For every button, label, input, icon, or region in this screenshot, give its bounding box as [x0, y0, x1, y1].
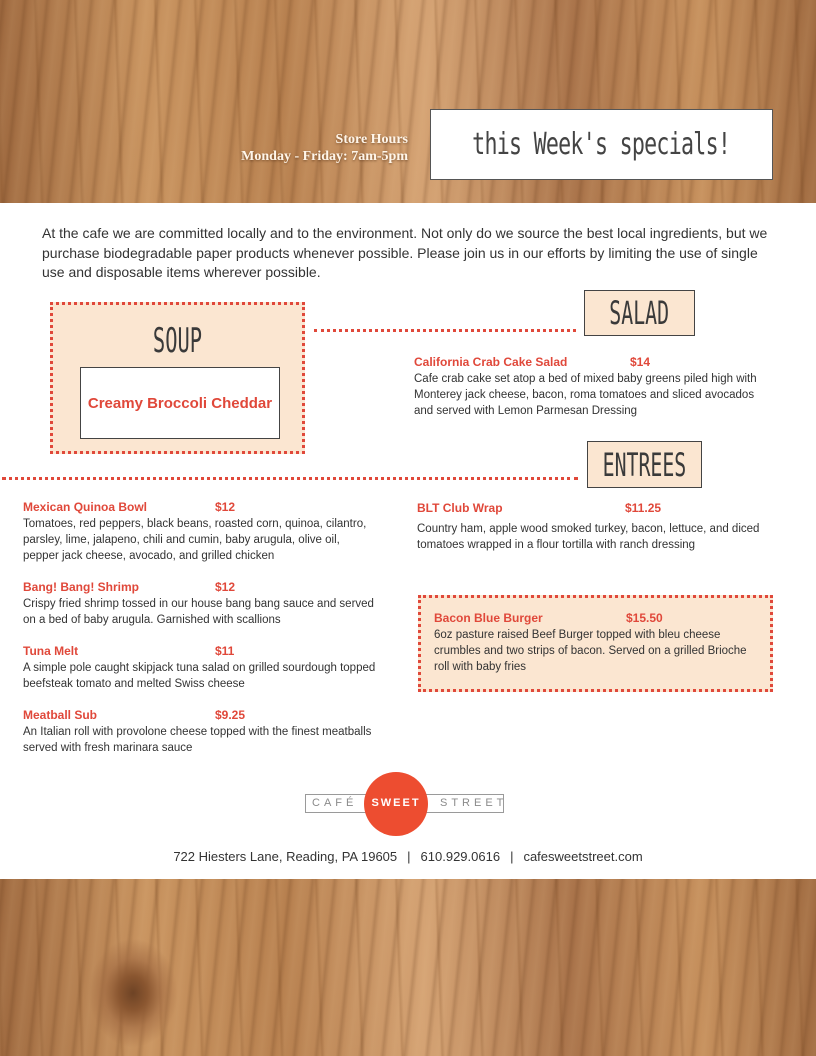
footer-contact — [0, 849, 816, 864]
item-name: California Crab Cake Salad — [414, 355, 568, 369]
intro-paragraph: At the cafe we are committed locally and to the environment. Not only do we source the best local ingredients, but we purchase biodegradable paper products whenever possible. Please join us in our efforts by limiting the use of single use and disposable items wherever possible. — [42, 225, 768, 280]
item-description: An Italian roll with provolone cheese topped with the finest meatballs served with fresh marinara sauce — [23, 726, 372, 754]
entree-item — [434, 611, 754, 675]
entrees-divider — [2, 477, 578, 480]
entree-item — [23, 644, 391, 692]
item-name: Bacon Blue Burger — [434, 611, 543, 625]
item-price: $9.25 — [215, 708, 246, 722]
store-hours-label: Store Hours — [335, 132, 408, 147]
item-price: $11 — [215, 644, 235, 658]
logo-sweet-text: SWEET — [371, 797, 421, 809]
entree-item — [23, 580, 385, 628]
item-name: Mexican Quinoa Bowl — [23, 500, 148, 514]
salad-title: SALAD — [609, 294, 670, 332]
specials-title-box — [430, 109, 773, 180]
item-name: Bang! Bang! Shrimp — [23, 580, 139, 594]
logo-street-text: STREET — [440, 797, 508, 809]
logo-cafe-text: CAFÉ — [312, 797, 358, 809]
item-price: $11.25 — [625, 501, 662, 515]
salad-item — [414, 355, 759, 419]
wood-knot-decoration — [88, 938, 178, 1048]
soup-item-box — [80, 367, 280, 439]
item-name: BLT Club Wrap — [417, 501, 503, 515]
entree-item — [417, 501, 762, 553]
salad-title-box — [584, 290, 695, 336]
entrees-title-box — [587, 441, 702, 488]
footer-address: 722 Hiesters Lane, Reading, PA 19605 — [173, 849, 398, 864]
entrees-title: ENTREES — [602, 445, 687, 484]
soup-salad-divider — [314, 329, 576, 332]
store-hours — [241, 131, 408, 165]
item-price: $12 — [215, 500, 236, 514]
item-description: A simple pole caught skipjack tuna salad on grilled sourdough topped beefsteak tomato and melted Swiss cheese — [23, 662, 376, 690]
item-price: $12 — [215, 580, 236, 594]
entree-item — [23, 500, 378, 564]
footer-website: cafesweetstreet.com — [523, 849, 643, 864]
item-price: $14 — [630, 355, 651, 369]
item-price: $15.50 — [626, 611, 663, 625]
item-description: 6oz pasture raised Beef Burger topped with bleu cheese crumbles and two strips of bacon. Served on a grilled Brioche roll with baby fries — [434, 629, 747, 673]
footer-phone: 610.929.0616 — [420, 849, 501, 864]
specials-title: this Week's specials! — [472, 127, 731, 162]
item-description: Tomatoes, red peppers, black beans, roasted corn, quinoa, cilantro, parsley, lime, jalapeno, chili and cumin, baby arugula, olive oil, pepper jack cheese, avocado, and grilled chicken — [23, 518, 367, 562]
soup-title: SOUP — [152, 321, 203, 361]
item-description: Country ham, apple wood smoked turkey, bacon, lettuce, and diced tomatoes wrapped in a flour tortilla with ranch dressing — [417, 523, 760, 551]
entree-item — [23, 708, 381, 756]
soup-item: Creamy Broccoli Cheddar — [87, 394, 273, 412]
footer-separator: | — [510, 849, 514, 864]
item-description: Crispy fried shrimp tossed in our house bang bang sauce and served on a bed of baby arugula. Garnished with scallions — [23, 598, 374, 626]
store-hours-value: Monday - Friday: 7am-5pm — [241, 149, 408, 164]
footer-separator: | — [407, 849, 411, 864]
item-name: Meatball Sub — [23, 708, 98, 722]
item-description: Cafe crab cake set atop a bed of mixed baby greens piled high with Monterey jack cheese, bacon, roma tomatoes and sliced avocados and served with Lemon Parmesan Dressing — [414, 373, 757, 417]
item-name: Tuna Melt — [23, 644, 79, 658]
soup-panel — [50, 302, 305, 454]
